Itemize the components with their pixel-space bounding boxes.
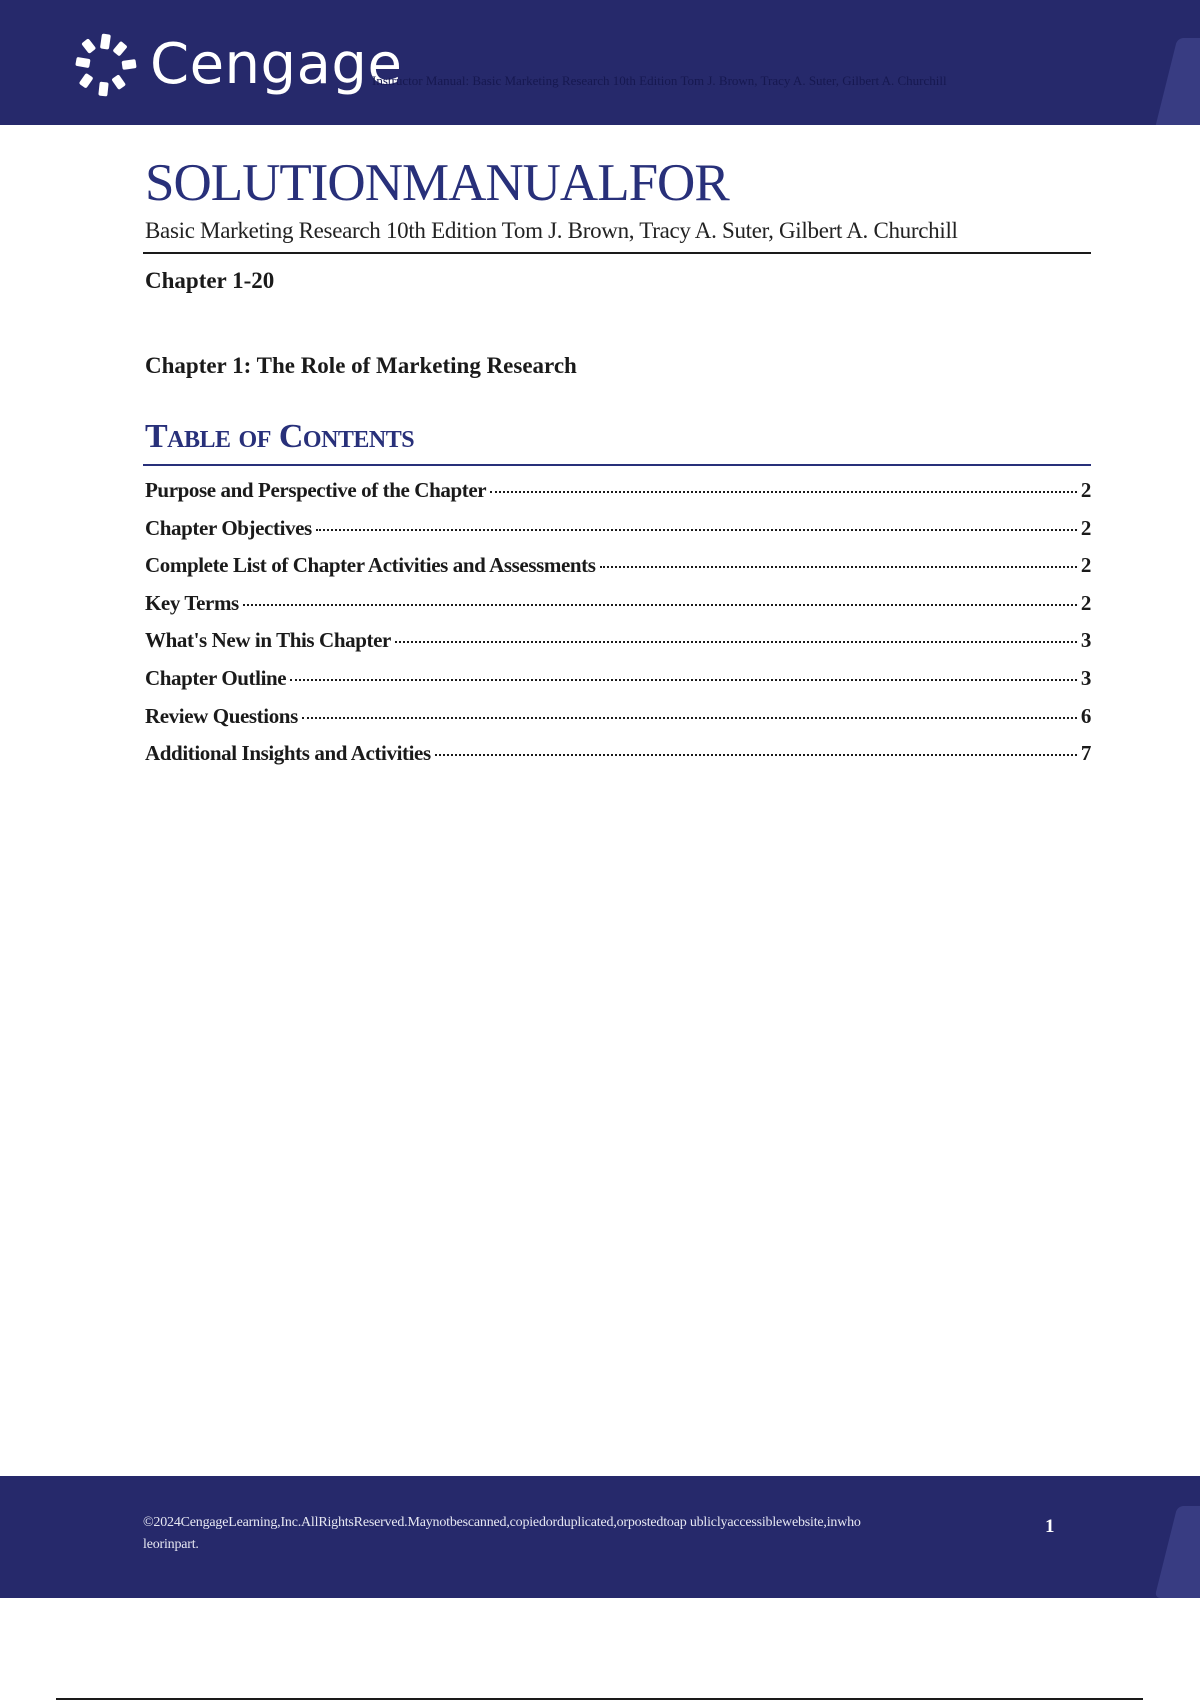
toc-entry[interactable] [145,704,1091,742]
toc-entry-label: Review Questions [145,703,298,728]
toc-entry-label: Chapter Objectives [145,515,312,540]
toc-entry[interactable] [145,516,1091,554]
toc-entry-page: 2 [1080,478,1091,502]
brand-name: Cengage [150,32,403,97]
document-subtitle: Basic Marketing Research 10th Edition Tom J. Brown, Tracy A. Suter, Gilbert A. Churchill [145,218,958,243]
corner-decoration [1155,38,1200,125]
toc-entry[interactable] [145,591,1091,629]
header-band [0,0,1200,125]
dot-leader [243,604,1077,606]
toc-entry-label: Chapter Outline [145,665,287,690]
dot-leader [395,641,1077,643]
title-divider [143,252,1091,254]
dot-leader [600,566,1077,568]
toc-entry[interactable] [145,478,1091,516]
toc-entry-page: 7 [1080,741,1091,766]
toc-entry[interactable] [145,553,1091,591]
toc-entry-page: 3 [1080,665,1091,690]
toc-divider [143,464,1091,466]
dot-leader [302,717,1077,719]
toc-entry[interactable] [145,628,1091,666]
toc-entry-page: 2 [1080,515,1091,540]
toc-entry-page: 2 [1080,590,1091,615]
toc-entry-page: 2 [1080,553,1091,578]
dot-leader [435,754,1077,756]
toc-entry[interactable] [145,741,1091,779]
page-number: 1 [1045,1516,1055,1537]
chapter-title: Chapter 1: The Role of Marketing Research [145,353,577,378]
toc-entry-label: What's New in This Chapter [145,628,391,653]
chapter-range: Chapter 1-20 [145,268,275,293]
dot-leader [490,491,1077,493]
cengage-logo-icon [74,32,140,98]
footer-band [0,1476,1200,1598]
document-title: SOLUTIONMANUALFOR [145,154,729,212]
corner-decoration [1155,1506,1200,1598]
dot-leader [290,679,1077,681]
toc-entry[interactable] [145,666,1091,704]
toc-entry-label: Key Terms [145,590,239,615]
copyright-notice: ©2024CengageLearning,Inc.AllRightsReserved.Maynotbescanned,copiedorduplicated,orpostedtoap ubliclyaccessiblewebsite,inwholeorinpart. [143,1515,861,1552]
toc-entry-page: 3 [1080,628,1091,653]
toc-heading: Table of Contents [145,418,415,455]
toc-entry-label: Purpose and Perspective of the Chapter [145,478,487,502]
dot-leader [316,529,1077,531]
toc-entry-label: Additional Insights and Activities [145,741,431,766]
toc-entry-page: 6 [1080,703,1091,728]
toc-entry-label: Complete List of Chapter Activities and Assessments [145,553,596,578]
header-meta-text: Instructor Manual: Basic Marketing Research 10th Edition Tom J. Brown, Tracy A. Suter, Gilbert A. Churchill [372,73,947,88]
cengage-logo [74,30,402,100]
toc-list [145,478,1091,779]
